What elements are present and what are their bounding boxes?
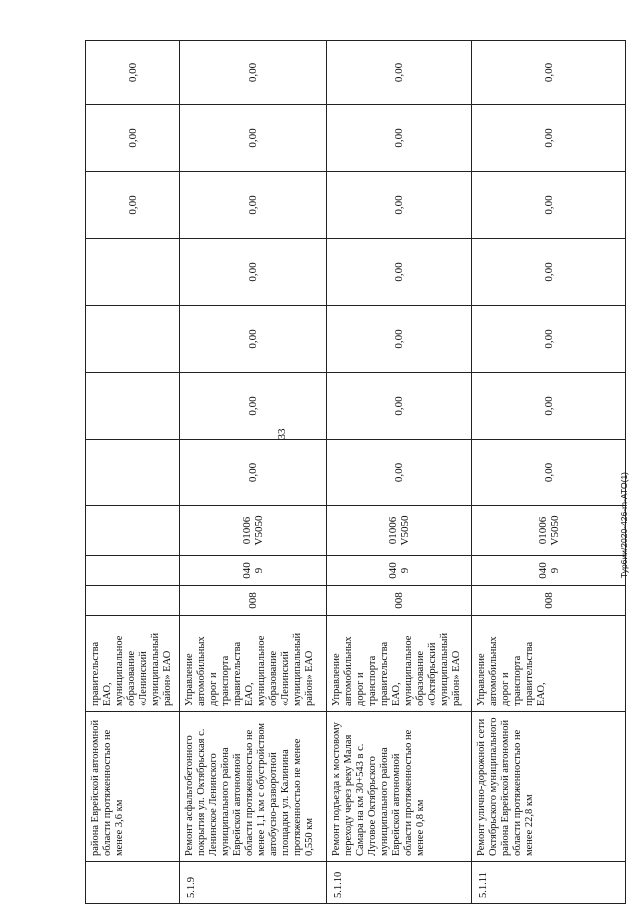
- row-number: 5.1.10: [327, 862, 472, 904]
- amount-cell: [86, 239, 180, 306]
- amount-cell: 0,00: [180, 306, 327, 373]
- amount-cell: 0,00: [327, 440, 472, 506]
- row-number: 5.1.9: [180, 862, 327, 904]
- amount-cell: 0,00: [180, 41, 327, 105]
- executor: Управление автомобильных дорог и транспорта правительства ЕАО, муниципальное образование «Октябрьский муниципальный район» ЕАО: [327, 616, 472, 712]
- amount-cell: 0,00: [180, 172, 327, 239]
- measure-name: района Еврейской автономной области протяженностью не менее 3,6 км: [86, 712, 180, 862]
- grbs-code: 008: [327, 586, 472, 616]
- table-row: [472, 41, 626, 904]
- amount-cell: 0,00: [180, 239, 327, 306]
- csr-code: 01006 V5050: [180, 506, 327, 556]
- amount-cell: 0,00: [86, 41, 180, 105]
- table-row: [327, 41, 472, 904]
- row-number: 5.1.11: [472, 862, 626, 904]
- amount-cell: 0,00: [327, 239, 472, 306]
- amount-cell: 0,00: [472, 440, 626, 506]
- executor: правительства ЕАО, муниципальное образование «Ленинский муниципальный район» ЕАО: [86, 616, 180, 712]
- amount-cell: 0,00: [327, 373, 472, 440]
- measure-name: Ремонт асфальтобетонного покрытия ул. Октябрьская с. Ленинское Ленинского муниципального района Еврейской автономной области протяженностью не менее 1,1 км с обустройством автобусно-разворотной площадки ул. Калинина протяженностью не менее 0,550 км: [180, 712, 327, 862]
- amount-cell: 0,00: [327, 172, 472, 239]
- amount-cell: [86, 373, 180, 440]
- amount-cell: 0,00: [472, 373, 626, 440]
- amount-cell: 0,00: [327, 306, 472, 373]
- amount-cell: 0,00: [327, 105, 472, 172]
- amount-cell: 0,00: [472, 306, 626, 373]
- table-row: [180, 41, 327, 904]
- amount-cell: 0,00: [86, 105, 180, 172]
- amount-cell: 0,00: [327, 41, 472, 105]
- rzpr-code: 0409: [327, 556, 472, 586]
- row-number: [86, 862, 180, 904]
- amount-cell: [86, 306, 180, 373]
- csr-code: 01006 V5050: [472, 506, 626, 556]
- amount-cell: 0,00: [472, 239, 626, 306]
- measure-name: Ремонт подъезда к мостовому переходу через реку Малая Самара на км 30+543 в с. Луговое Октябрьского муниципального района Еврейской автономной области протяженностью не менее 0,8 км: [327, 712, 472, 862]
- grbs-code: [86, 586, 180, 616]
- grbs-code: 008: [472, 586, 626, 616]
- amount-cell: [86, 440, 180, 506]
- rzpr-code: 0409: [472, 556, 626, 586]
- executor: Управление автомобильных дорог и транспорта правительства ЕАО, муниципальное образование «Ленинский муниципальный район» ЕАО: [180, 616, 327, 712]
- amount-cell: 0,00: [180, 105, 327, 172]
- program-table: [85, 40, 626, 904]
- csr-code: [86, 506, 180, 556]
- page-number: 33: [276, 428, 288, 440]
- rzpr-code: [86, 556, 180, 586]
- table-row: [86, 41, 180, 904]
- amount-cell: 0,00: [472, 172, 626, 239]
- amount-cell: 0,00: [180, 373, 327, 440]
- amount-cell: 0,00: [472, 41, 626, 105]
- grbs-code: 008: [180, 586, 327, 616]
- amount-cell: 0,00: [86, 172, 180, 239]
- amount-cell: 0,00: [472, 105, 626, 172]
- measure-name: Ремонт улично-дорожной сети Октябрьского муниципального района Еврейской автономной области протяженностью не менее 22,8 км: [472, 712, 626, 862]
- rotated-table-sheet: [85, 41, 625, 904]
- amount-cell: 0,00: [180, 440, 327, 506]
- executor: Управление автомобильных дорог и транспорта правительства ЕАО,: [472, 616, 626, 712]
- csr-code: 01006 V5050: [327, 506, 472, 556]
- footer-code: Tyр6ии/2020-426-m-ATO(1): [619, 471, 629, 579]
- rzpr-code: 0409: [180, 556, 327, 586]
